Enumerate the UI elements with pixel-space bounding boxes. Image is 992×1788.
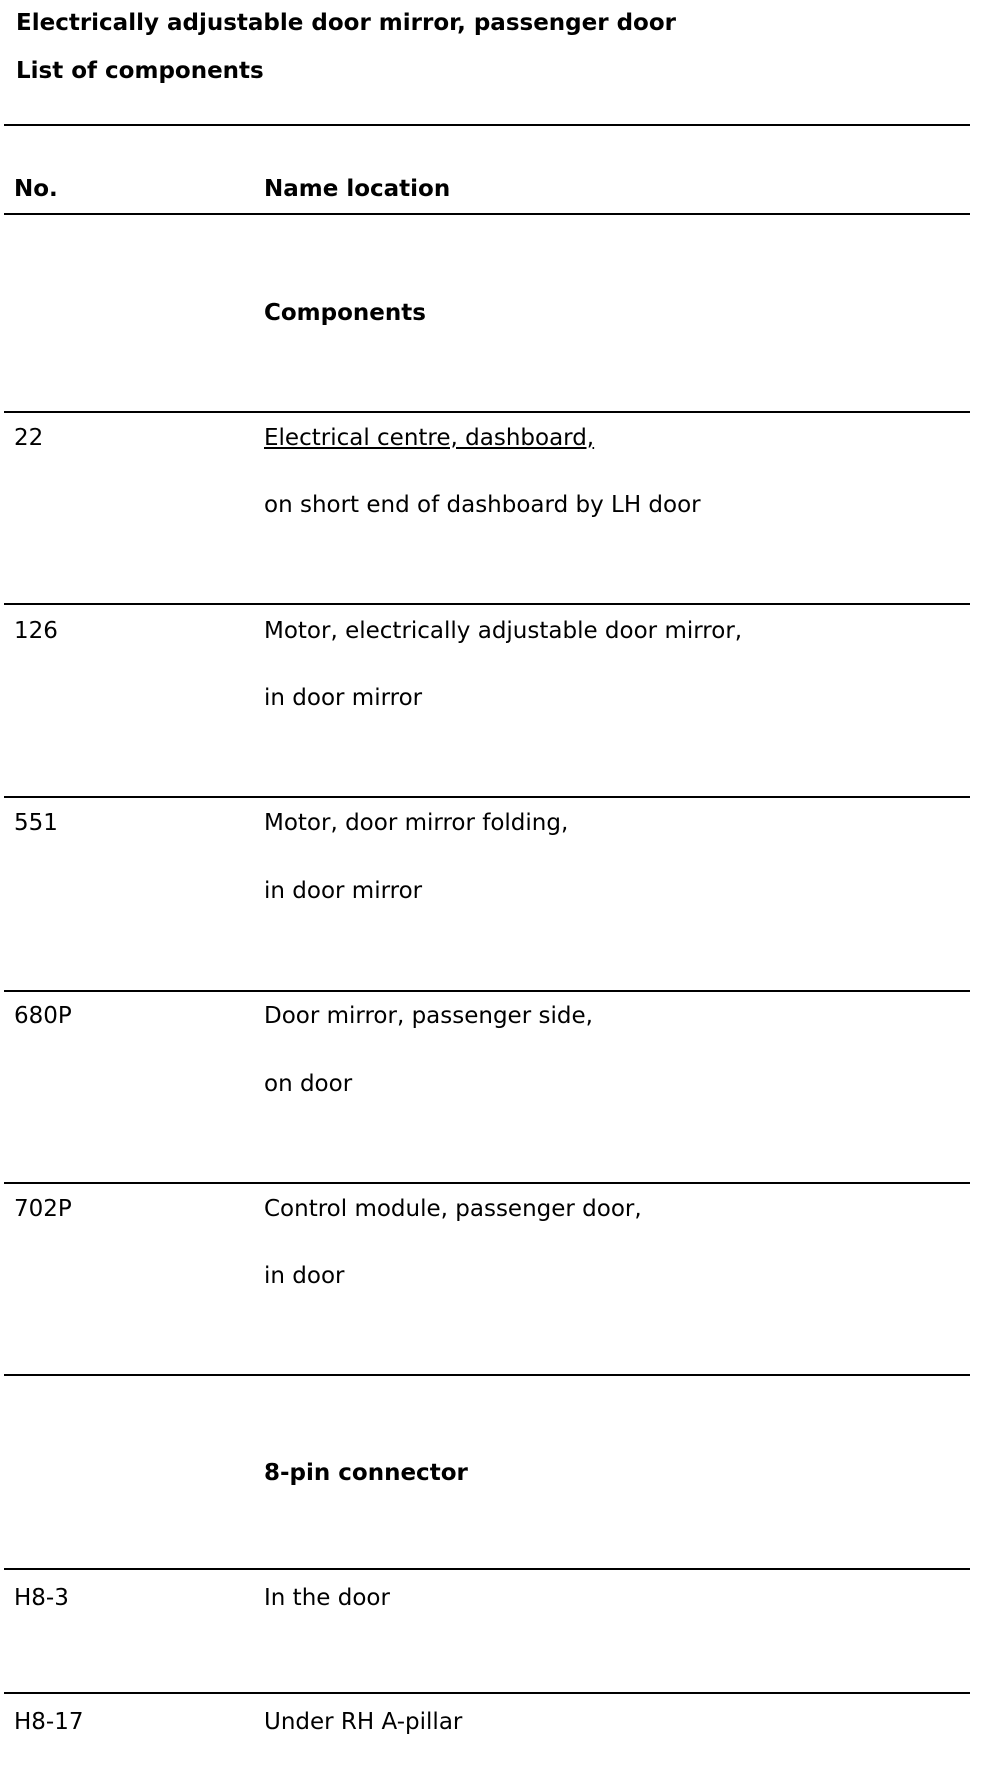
header-rule [4, 213, 970, 215]
table-top-rule [4, 124, 970, 126]
connector-number: H8-17 [14, 1709, 84, 1735]
row-rule [4, 990, 970, 992]
component-location: on door [264, 1071, 353, 1097]
section-heading-8-pin-connector: 8-pin connector [264, 1460, 468, 1486]
connector-location: Under RH A-pillar [264, 1709, 463, 1735]
component-location: in door mirror [264, 878, 423, 904]
component-number: 551 [14, 810, 58, 836]
row-rule [4, 1692, 970, 1694]
row-rule [4, 796, 970, 798]
row-rule [4, 1568, 970, 1570]
section-rule [4, 1374, 970, 1376]
connector-location: In the door [264, 1585, 390, 1611]
row-rule [4, 1182, 970, 1184]
document-title: Electrically adjustable door mirror, passenger door [16, 10, 676, 36]
document-subtitle: List of components [16, 58, 264, 84]
component-number: 126 [14, 618, 58, 644]
component-name: Motor, electrically adjustable door mirror, [264, 618, 743, 644]
component-number: 22 [14, 425, 44, 451]
section-heading-components: Components [264, 300, 426, 326]
column-header-name-location: Name location [264, 176, 451, 202]
component-location: in door [264, 1263, 345, 1289]
row-rule [4, 603, 970, 605]
component-number: 680P [14, 1003, 72, 1029]
component-name: Motor, door mirror folding, [264, 810, 569, 836]
component-name: Door mirror, passenger side, [264, 1003, 593, 1029]
component-location: in door mirror [264, 685, 423, 711]
row-rule [4, 411, 970, 413]
connector-number: H8-3 [14, 1585, 69, 1611]
component-name: Control module, passenger door, [264, 1196, 642, 1222]
component-number: 702P [14, 1196, 72, 1222]
component-location: on short end of dashboard by LH door [264, 492, 701, 518]
component-name-link[interactable]: Electrical centre, dashboard, [264, 425, 595, 451]
column-header-no: No. [14, 176, 58, 202]
